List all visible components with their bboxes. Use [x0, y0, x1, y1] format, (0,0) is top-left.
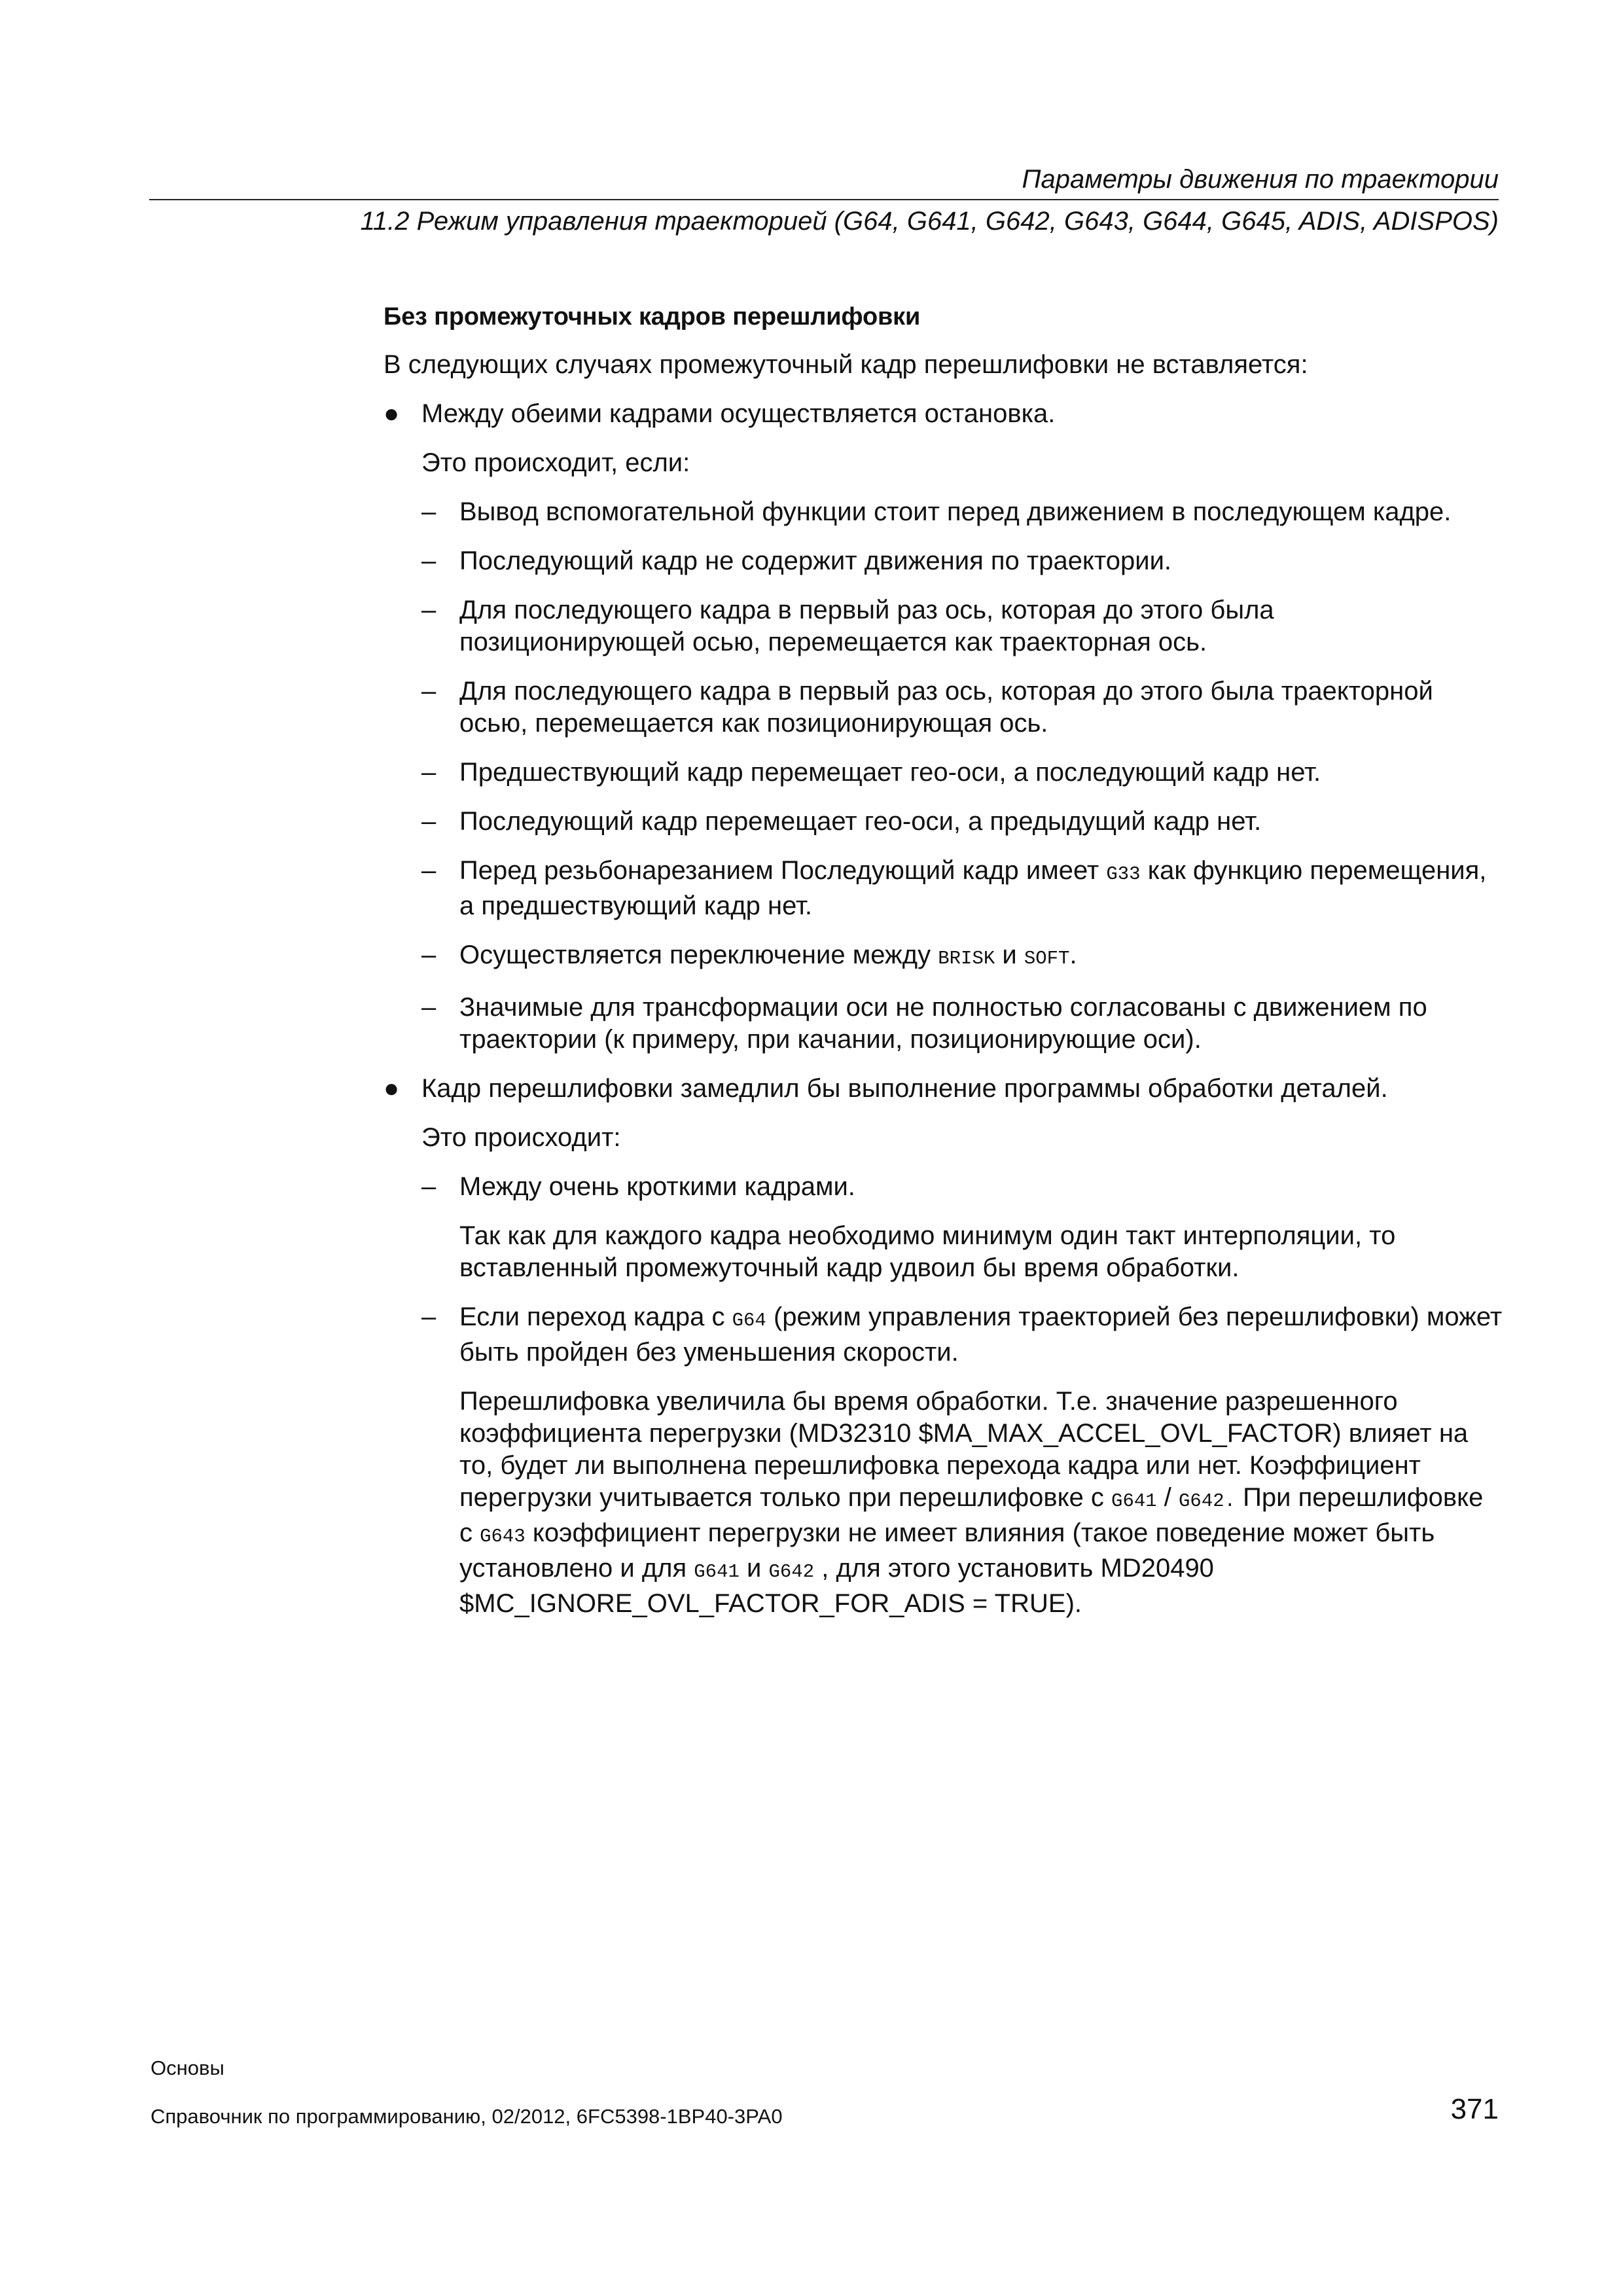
dash-icon: –	[421, 547, 437, 575]
dash-item-text: Последующий кадр перемещает гео-оси, а предыдущий кадр нет.	[459, 807, 1262, 836]
dash-item	[383, 594, 1503, 658]
dash-icon: –	[421, 807, 437, 836]
code-g64: G64	[732, 1310, 766, 1331]
dash-item	[383, 806, 1503, 838]
dash-icon: –	[421, 1172, 437, 1201]
bullet-text: Кадр перешлифовки замедлил бы выполнение программы обработки деталей.	[421, 1074, 1388, 1103]
section-heading: Без промежуточных кадров перешлифовки	[383, 303, 921, 331]
bullet-icon: ●	[383, 399, 400, 428]
dash-item-text: Значимые для трансформации оси не полностью согласованы с движением по траектории (к примеру, при качании, позиционирующие оси).	[459, 993, 1427, 1054]
code-brisk: BRISK	[938, 948, 995, 969]
bullet-item	[383, 1073, 1503, 1105]
dash-item-text	[459, 856, 1486, 920]
dash-item	[383, 496, 1503, 528]
code-soft: SOFT	[1024, 948, 1070, 969]
text-run: (режим управления траекторией без перешлифовки) может быть пройден без уменьшения скорости.	[459, 1302, 1503, 1367]
dash-item-text: Вывод вспомогательной функции стоит перед движением в последующем кадре.	[459, 497, 1452, 526]
dash-icon: –	[421, 941, 437, 969]
bullet-item	[383, 398, 1503, 430]
code-g641: G641	[1111, 1490, 1157, 1512]
dash-icon: –	[421, 758, 437, 787]
dash-item-note	[383, 1386, 1503, 1620]
bullet-text: Между обеими кадрами осуществляется остановка.	[421, 399, 1056, 428]
text-run: и	[739, 1554, 769, 1583]
dash-item	[383, 855, 1503, 922]
intro-paragraph: В следующих случаях промежуточный кадр перешлифовки не вставляется:	[383, 350, 1308, 379]
running-header-chapter: Параметры движения по траектории	[1022, 165, 1499, 194]
code-g641: G641	[694, 1561, 740, 1583]
text-run: и	[995, 941, 1024, 969]
dash-icon: –	[421, 993, 437, 1022]
text-run: , для этого установить MD20490 $MC_IGNORE_OVL_FACTOR_FOR_ADIS = TRUE).	[459, 1554, 1214, 1618]
dash-icon: –	[421, 596, 437, 624]
dash-item-text: Между очень кроткими кадрами.	[459, 1172, 855, 1201]
footer-title: Основы	[151, 2056, 224, 2079]
dash-icon: –	[421, 497, 437, 526]
dash-item	[383, 1171, 1503, 1203]
running-header-section: 11.2 Режим управления траекторией (G64, G641, G642, G643, G644, G645, ADIS, ADISPOS)	[360, 207, 1499, 236]
text-run: .	[1069, 941, 1077, 969]
page-number: 371	[1450, 2093, 1499, 2125]
code-g33: G33	[1106, 863, 1141, 885]
dash-item	[383, 992, 1503, 1056]
dash-item	[383, 1301, 1503, 1369]
dash-item	[383, 675, 1503, 740]
text-run: Перед резьбонарезанием Последующий кадр имеет	[459, 856, 1107, 885]
page-body	[383, 301, 1503, 1637]
dash-item-text	[459, 1302, 1502, 1367]
code-g642: G642.	[1179, 1490, 1236, 1512]
dash-item-text: Последующий кадр не содержит движения по траектории.	[459, 547, 1172, 575]
dash-item-text: Предшествующий кадр перемещает гео-оси, а последующий кадр нет.	[459, 758, 1321, 787]
dash-item-text: Для последующего кадра в первый раз ось, которая до этого была траекторной осью, перемещается как позиционирующая ось.	[459, 677, 1433, 738]
code-g642: G642	[768, 1561, 815, 1583]
text-run: Осуществляется переключение между	[459, 941, 938, 969]
text-run: Перешлифовка увеличила бы время обработки. Т.е. значение разрешенного коэффициента перегрузки (MD32310 $MA_MAX_ACCEL_OVL_FACTOR) влияет на то, будет ли выполнена перешлифовка перехода кадра или нет. Коэффициент перегрузки учитывается только при перешлифовке с	[459, 1387, 1469, 1512]
bullet-subtext: Это происходит:	[421, 1123, 621, 1152]
dash-icon: –	[421, 856, 437, 885]
dash-item-note: Так как для каждого кадра необходимо минимум один такт интерполяции, то вставленный промежуточный кадр удвоил бы время обработки.	[459, 1221, 1396, 1282]
dash-item	[383, 545, 1503, 577]
code-g643: G643	[480, 1526, 526, 1547]
footer-reference: Справочник по программированию, 02/2012, 6FC5398-1BP40-3PA0	[151, 2105, 783, 2128]
bullet-icon: ●	[383, 1074, 400, 1103]
dash-item-text	[459, 941, 1077, 969]
text-run: /	[1156, 1483, 1179, 1512]
text-run: Если переход кадра с	[459, 1302, 732, 1331]
dash-icon: –	[421, 1302, 437, 1331]
dash-item	[383, 939, 1503, 975]
dash-item-text: Для последующего кадра в первый раз ось, которая до этого была позиционирующей осью, перемещается как траекторная ось.	[459, 596, 1274, 656]
dash-icon: –	[421, 677, 437, 706]
text-run: как функцию перемещения, а предшествующий кадр нет.	[459, 856, 1487, 920]
header-rule	[149, 199, 1499, 200]
bullet-subtext: Это происходит, если:	[421, 448, 690, 477]
text-run: коэффициент перегрузки не имеет влияния (такое поведение может быть установлено и для	[459, 1518, 1435, 1583]
dash-item	[383, 757, 1503, 789]
text-run: При перешлифовке с	[459, 1483, 1484, 1547]
